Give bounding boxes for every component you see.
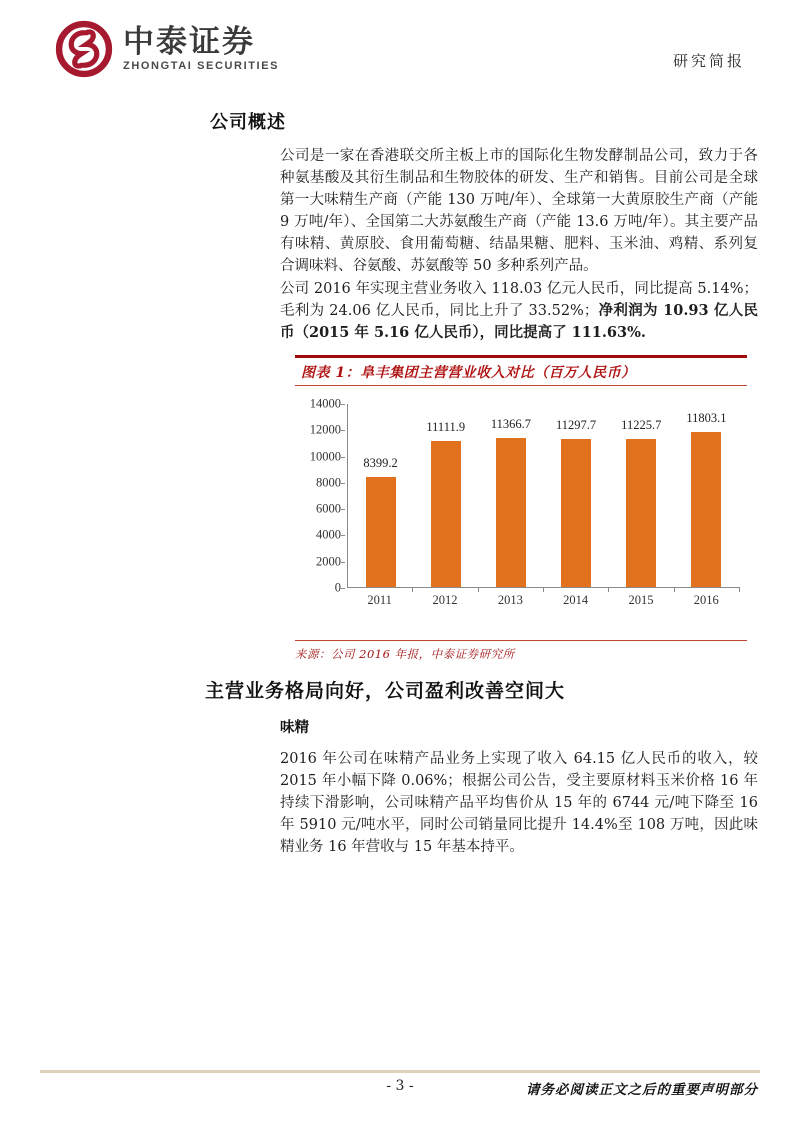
bar-value-label: 11111.9	[426, 419, 466, 434]
figure-caption-rule	[295, 385, 747, 386]
x-axis-tick	[478, 587, 479, 592]
x-axis-tick	[543, 587, 544, 592]
page-number: - 3 -	[386, 1078, 414, 1094]
overview-paragraph-2	[280, 278, 758, 344]
footer-disclaimer: 请务必阅读正文之后的重要声明部分	[526, 1082, 758, 1098]
brand-block	[123, 23, 280, 73]
bar-chart	[295, 394, 747, 626]
bar-value-label: 8399.2	[363, 455, 398, 470]
bar-2011	[366, 477, 396, 587]
x-axis-tick-label: 2011	[367, 593, 392, 607]
msg-paragraph: 2016 年公司在味精产品业务上实现了收入 64.15 亿人民币的收入，较 2015 年小幅下降 0.06%；根据公司公告，受主要原材料玉米价格 16 年持续下滑影响，公司味精产品平均售价从 15 年的 6744 元/吨下降至 16 年 5910 元/吨水平，同时公司销量同比提升 14.4%至 108 万吨，因此味精业务 16 年营收与 15 年基本持平。	[280, 751, 758, 855]
y-axis-tick-label: 10000	[309, 449, 341, 464]
x-axis-tick-label: 2012	[432, 593, 458, 607]
x-axis-tick	[674, 587, 675, 592]
brand-name-en: ZHONGTAI SECURITIES	[123, 60, 280, 73]
figure-source: 来源：公司 2016 年报，中泰证券研究所	[295, 647, 515, 661]
y-axis-tick-label: 0	[334, 580, 341, 595]
bar-value-label: 11803.1	[686, 410, 727, 425]
section-title-business: 主营业务格局向好，公司盈利改善空间大	[205, 680, 566, 702]
y-axis-tick-label: 4000	[316, 527, 341, 542]
overview-paragraph-1: 公司是一家在香港联交所主板上市的国际化生物发酵制品公司，致力于各种氨基酸及其衍生制品和生物胶体的研发、生产和销售。目前公司是全球第一大味精生产商（产能 130 万吨/年）、全球第一大黄原胶生产商（产能 9 万吨/年）、全国第二大苏氨酸生产商（产能 13.6 万吨/年）。其主要产品有味精、黄原胶、食用葡萄糖、结晶果糖、肥料、玉米油、鸡精、系列复合调味料、谷氨酸、苏氨酸等 50 多种系列产品。	[280, 148, 758, 274]
y-axis-tick	[341, 483, 345, 484]
brand-name-cn: 中泰证券	[123, 23, 255, 59]
report-type-label: 研究简报	[672, 52, 745, 70]
x-axis-tick	[739, 587, 740, 592]
x-axis-tick-label: 2015	[628, 593, 654, 607]
y-axis-tick	[341, 457, 345, 458]
bar-2014	[561, 439, 591, 587]
chart-bars	[348, 404, 739, 587]
x-axis-tick	[412, 587, 413, 592]
chart-plot-area	[347, 404, 739, 588]
bar-value-label: 11225.7	[621, 418, 662, 433]
bar-slot-2014	[544, 404, 609, 587]
y-axis-tick-label: 8000	[316, 475, 341, 490]
figure-caption: 图表 1：阜丰集团主营营业收入对比（百万人民币）	[301, 365, 636, 381]
x-axis-tick-label: 2014	[563, 593, 589, 607]
bar-2012	[431, 441, 461, 587]
y-axis-tick	[341, 404, 345, 405]
footer-rule	[40, 1070, 760, 1073]
y-axis-tick-label: 14000	[309, 396, 341, 411]
x-axis-tick	[608, 587, 609, 592]
bar-value-label: 11366.7	[490, 416, 532, 431]
paragraph-2-normal: 公司 2016 年实现主营业务收入 118.03 亿元人民币，同比提高 5.14%；毛利为 24.06 亿人民币，同比上升了 33.52%；	[280, 281, 758, 319]
y-axis-tick	[341, 509, 345, 510]
y-axis-tick-label: 6000	[316, 501, 341, 516]
bar-slot-2015	[609, 404, 674, 587]
chart-x-axis	[347, 593, 739, 608]
y-axis-tick-label: 2000	[316, 554, 341, 569]
x-axis-tick-label: 2016	[693, 593, 719, 607]
bar-2015	[626, 439, 656, 587]
y-axis-tick	[341, 535, 345, 536]
y-axis-tick	[341, 562, 345, 563]
paragraph-2-bold: 净利润为 10.93 亿人民币（2015 年 5.16 亿人民币），同比提高了 111.63%.	[280, 302, 758, 341]
x-axis-tick-label: 2013	[497, 593, 523, 607]
figure-bottom-rule	[295, 640, 747, 641]
bar-2013	[496, 438, 526, 587]
y-axis-tick-label: 12000	[309, 422, 341, 437]
bar-slot-2011	[348, 404, 413, 587]
zhongtai-logo-icon	[55, 20, 113, 78]
bar-slot-2016	[674, 404, 739, 587]
y-axis-tick	[341, 588, 345, 589]
subsection-title-msg: 味精	[280, 719, 309, 736]
bar-value-label: 11297.7	[556, 417, 597, 432]
bar-slot-2012	[413, 404, 478, 587]
chart-y-axis	[295, 396, 341, 595]
section-title-overview: 公司概述	[210, 112, 286, 133]
bar-slot-2013	[478, 404, 543, 587]
bar-2016	[691, 432, 721, 587]
figure-1	[295, 355, 747, 662]
header	[55, 20, 279, 78]
y-axis-tick	[341, 430, 345, 431]
